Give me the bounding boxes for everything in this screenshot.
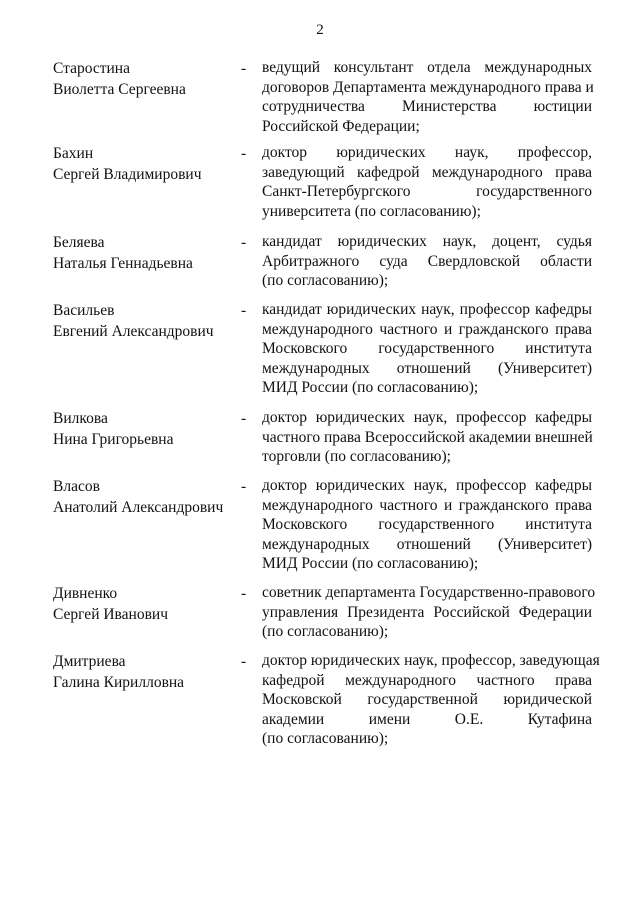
member-name bbox=[53, 143, 238, 185]
member-name bbox=[53, 232, 238, 274]
separator-dash: - bbox=[241, 585, 247, 602]
member-position bbox=[262, 143, 592, 221]
position-line: МИД России (по согласованию); bbox=[262, 379, 479, 396]
member-given-names: Сергей Владимирович bbox=[53, 166, 202, 183]
page-number: 2 bbox=[316, 22, 324, 38]
separator-dash: - bbox=[241, 60, 247, 77]
member-position bbox=[262, 651, 600, 749]
member-given-names: Наталья Геннадьевна bbox=[53, 255, 193, 272]
position-line: (по согласованию); bbox=[262, 623, 389, 640]
member-surname: Старостина bbox=[53, 60, 130, 77]
separator-dash: - bbox=[241, 234, 247, 251]
position-line: Российской Федерации; bbox=[262, 117, 420, 135]
member-surname: Дивненко bbox=[53, 585, 118, 602]
member-surname: Беляева bbox=[53, 234, 105, 251]
position-line: доктор юридических наук, профессор, bbox=[262, 144, 592, 161]
member-surname: Бахин bbox=[53, 145, 94, 162]
position-line: университета (по согласованию); bbox=[262, 202, 481, 220]
member-position bbox=[262, 583, 596, 642]
member-name bbox=[53, 300, 238, 342]
position-line: торговли (по согласованию); bbox=[262, 448, 451, 465]
position-line: Московского государственного института bbox=[262, 516, 592, 533]
position-line: кафедрой международного частного права bbox=[262, 671, 592, 689]
member-name bbox=[53, 651, 238, 693]
position-line: кандидат юридических наук, доцент, судья bbox=[262, 233, 592, 250]
position-line: доктор юридических наук, профессор кафедры bbox=[262, 477, 592, 494]
member-position bbox=[262, 232, 592, 291]
position-line: международного частного и гражданского права bbox=[262, 320, 592, 338]
member-surname: Васильев bbox=[53, 302, 115, 319]
member-surname: Дмитриева bbox=[53, 653, 126, 670]
position-line: заведующий кафедрой международного права bbox=[262, 163, 592, 181]
position-line: международных отношений (Университет) bbox=[262, 359, 592, 377]
position-line: (по согласованию); bbox=[262, 272, 389, 289]
position-line: частного права Всероссийской академии внешней bbox=[262, 428, 593, 446]
separator-dash: - bbox=[241, 145, 247, 162]
member-name bbox=[53, 583, 238, 625]
position-line: международных отношений (Университет) bbox=[262, 535, 592, 553]
separator-dash: - bbox=[241, 410, 247, 427]
separator-dash: - bbox=[241, 302, 247, 319]
position-line: доктор юридических наук, профессор, заведующая bbox=[262, 652, 600, 669]
position-line: академии имени О.Е. Кутафина bbox=[262, 710, 592, 728]
member-position bbox=[262, 408, 592, 467]
member-surname: Власов bbox=[53, 478, 100, 495]
position-line: (по согласованию); bbox=[262, 730, 389, 747]
position-line: советник департамента Государственно-правового bbox=[262, 584, 596, 601]
member-position bbox=[262, 58, 592, 136]
position-line: ведущий консультант отдела международных bbox=[262, 59, 592, 76]
position-line: Санкт-Петербургского государственного bbox=[262, 183, 592, 200]
member-surname: Вилкова bbox=[53, 410, 108, 427]
position-line: сотрудничества Министерства юстиции bbox=[262, 98, 592, 115]
member-given-names: Евгений Александрович bbox=[53, 323, 214, 340]
position-line: МИД России (по согласованию); bbox=[262, 555, 479, 572]
position-line: договоров Департамента международного права и bbox=[262, 78, 594, 96]
member-given-names: Нина Григорьевна bbox=[53, 431, 174, 448]
separator-dash: - bbox=[241, 478, 247, 495]
position-line: Арбитражного суда Свердловской области bbox=[262, 252, 592, 270]
member-name bbox=[53, 476, 238, 518]
position-line: доктор юридических наук, профессор кафедры bbox=[262, 409, 592, 426]
member-name bbox=[53, 58, 238, 100]
separator-dash: - bbox=[241, 653, 247, 670]
member-position bbox=[262, 300, 592, 398]
member-position bbox=[262, 476, 592, 574]
position-line: кандидат юридических наук, профессор кафедры bbox=[262, 301, 592, 318]
member-given-names: Галина Кирилловна bbox=[53, 674, 185, 691]
position-line: Московской государственной юридической bbox=[262, 691, 592, 708]
position-line: управления Президента Российской Федерации bbox=[262, 603, 592, 621]
member-given-names: Виолетта Сергеевна bbox=[53, 81, 186, 98]
member-given-names: Анатолий Александрович bbox=[53, 499, 224, 516]
position-line: международного частного и гражданского права bbox=[262, 496, 592, 514]
member-name bbox=[53, 408, 238, 450]
member-given-names: Сергей Иванович bbox=[53, 606, 169, 623]
position-line: Московского государственного института bbox=[262, 340, 592, 357]
